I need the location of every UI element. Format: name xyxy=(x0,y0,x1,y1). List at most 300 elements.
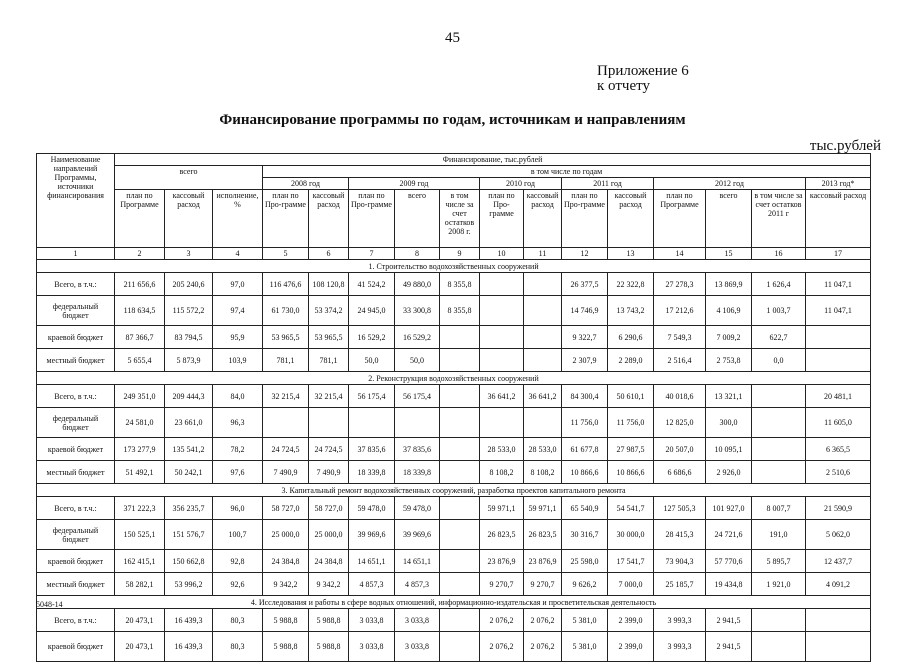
table-cell: 7 490,9 xyxy=(309,461,349,484)
table-cell: 53 996,2 xyxy=(165,573,213,596)
table-cell: 96,0 xyxy=(213,497,263,520)
table-cell xyxy=(440,349,480,372)
column-number: 8 xyxy=(395,248,440,260)
table-cell: 61 677,8 xyxy=(562,438,608,461)
table-cell: 28 533,0 xyxy=(480,438,524,461)
header-by-year: в том числе по годам xyxy=(263,166,871,178)
row-label: местный бюджет xyxy=(37,461,115,484)
table-cell: 3 033,8 xyxy=(349,632,395,662)
table-cell: 25 000,0 xyxy=(263,520,309,550)
units-label: тыс.рублей xyxy=(809,138,881,154)
table-cell: 9 342,2 xyxy=(263,573,309,596)
column-number: 5 xyxy=(263,248,309,260)
table-cell: 5 988,8 xyxy=(309,632,349,662)
table-cell: 108 120,8 xyxy=(309,273,349,296)
table-cell: 24 724,5 xyxy=(263,438,309,461)
header-total-plan: план по Программе xyxy=(115,190,165,248)
header-2009-plan: план по Про-грамме xyxy=(349,190,395,248)
table-cell: 10 095,1 xyxy=(706,438,752,461)
table-cell: 8 108,2 xyxy=(524,461,562,484)
table-cell: 13 743,2 xyxy=(608,296,654,326)
table-cell: 61 730,0 xyxy=(263,296,309,326)
table-cell xyxy=(440,326,480,349)
header-2011-cash: кассовый расход xyxy=(608,190,654,248)
table-cell: 8 108,2 xyxy=(480,461,524,484)
table-cell: 11 756,0 xyxy=(562,408,608,438)
appendix-caption xyxy=(597,64,689,94)
section-title: 4. Исследования и работы в сфере водных отношений, информационно-издательская и просветительская деятельность xyxy=(37,596,871,609)
header-2008-plan: план по Про-грамме xyxy=(263,190,309,248)
table-cell: 1 921,0 xyxy=(752,573,806,596)
column-number: 6 xyxy=(309,248,349,260)
table-cell xyxy=(440,573,480,596)
column-number: 15 xyxy=(706,248,752,260)
section-row xyxy=(37,260,871,273)
column-number: 3 xyxy=(165,248,213,260)
column-number: 2 xyxy=(115,248,165,260)
table-cell: 101 927,0 xyxy=(706,497,752,520)
header-year-2013: 2013 год* xyxy=(806,178,871,190)
table-cell: 80,3 xyxy=(213,609,263,632)
table-cell: 209 444,3 xyxy=(165,385,213,408)
table-cell: 151 576,7 xyxy=(165,520,213,550)
table-cell: 5 062,0 xyxy=(806,520,871,550)
table-cell xyxy=(752,461,806,484)
document-title: Финансирование программы по годам, источникам и направлениям xyxy=(219,112,686,128)
header-2010-plan: план по Про-грамме xyxy=(480,190,524,248)
row-label: Всего, в т.ч.: xyxy=(37,497,115,520)
page-number: 45 xyxy=(445,30,460,46)
appendix-line-1: Приложение 6 xyxy=(597,63,689,79)
column-number: 13 xyxy=(608,248,654,260)
row-label: Всего, в т.ч.: xyxy=(37,609,115,632)
table-cell: 20 507,0 xyxy=(654,438,706,461)
table-cell: 96,3 xyxy=(213,408,263,438)
table-cell: 5 988,8 xyxy=(263,609,309,632)
table-cell: 40 018,6 xyxy=(654,385,706,408)
table-cell: 50,0 xyxy=(349,349,395,372)
table-cell: 2 076,2 xyxy=(524,632,562,662)
column-number: 9 xyxy=(440,248,480,260)
table-cell: 17 541,7 xyxy=(608,550,654,573)
table-cell: 150 525,1 xyxy=(115,520,165,550)
header-2012-cash-total: всего xyxy=(706,190,752,248)
table-cell: 30 316,7 xyxy=(562,520,608,550)
table-cell: 7 490,9 xyxy=(263,461,309,484)
table-row xyxy=(37,438,871,461)
table-cell: 22 322,8 xyxy=(608,273,654,296)
table-cell: 173 277,9 xyxy=(115,438,165,461)
table-cell: 9 626,2 xyxy=(562,573,608,596)
table-cell xyxy=(480,273,524,296)
table-cell: 25 185,7 xyxy=(654,573,706,596)
table-cell: 65 540,9 xyxy=(562,497,608,520)
table-cell xyxy=(752,438,806,461)
table-cell: 20 473,1 xyxy=(115,632,165,662)
table-cell: 162 415,1 xyxy=(115,550,165,573)
table-cell: 80,3 xyxy=(213,632,263,662)
row-label: местный бюджет xyxy=(37,573,115,596)
table-cell: 135 541,2 xyxy=(165,438,213,461)
table-cell: 11 047,1 xyxy=(806,273,871,296)
column-number: 16 xyxy=(752,248,806,260)
table-cell: 2 510,6 xyxy=(806,461,871,484)
table-cell xyxy=(480,296,524,326)
table-cell: 49 880,0 xyxy=(395,273,440,296)
table-cell: 50 242,1 xyxy=(165,461,213,484)
table-cell: 16 529,2 xyxy=(349,326,395,349)
section-row xyxy=(37,484,871,497)
table-cell: 33 300,8 xyxy=(395,296,440,326)
table-cell: 78,2 xyxy=(213,438,263,461)
table-cell: 27 987,5 xyxy=(608,438,654,461)
table-cell: 41 524,2 xyxy=(349,273,395,296)
table-cell: 30 000,0 xyxy=(608,520,654,550)
table-cell: 205 240,6 xyxy=(165,273,213,296)
header-2012-plan: план по Программе xyxy=(654,190,706,248)
table-cell: 83 794,5 xyxy=(165,326,213,349)
table-cell: 36 641,2 xyxy=(524,385,562,408)
table-cell: 6 290,6 xyxy=(608,326,654,349)
table-cell: 3 033,8 xyxy=(395,632,440,662)
table-cell: 32 215,4 xyxy=(309,385,349,408)
table-cell: 1 003,7 xyxy=(752,296,806,326)
table-row xyxy=(37,349,871,372)
table-cell: 2 926,0 xyxy=(706,461,752,484)
table-cell: 37 835,6 xyxy=(395,438,440,461)
table-cell: 10 866,6 xyxy=(608,461,654,484)
table-cell: 32 215,4 xyxy=(263,385,309,408)
header-2013-cash: кассовый расход xyxy=(806,190,871,248)
table-cell: 100,7 xyxy=(213,520,263,550)
table-cell: 371 222,3 xyxy=(115,497,165,520)
table-cell xyxy=(480,326,524,349)
table-cell: 28 415,3 xyxy=(654,520,706,550)
table-cell: 4 857,3 xyxy=(349,573,395,596)
table-cell: 7 549,3 xyxy=(654,326,706,349)
table-row xyxy=(37,385,871,408)
row-label: краевой бюджет xyxy=(37,632,115,662)
table-cell: 57 770,6 xyxy=(706,550,752,573)
table-cell: 4 857,3 xyxy=(395,573,440,596)
table-cell: 92,8 xyxy=(213,550,263,573)
table-cell xyxy=(440,550,480,573)
table-cell: 59 971,1 xyxy=(480,497,524,520)
table-cell: 3 993,3 xyxy=(654,632,706,662)
column-number: 10 xyxy=(480,248,524,260)
table-cell: 59 478,0 xyxy=(349,497,395,520)
table-cell: 2 516,4 xyxy=(654,349,706,372)
table-cell: 14 651,1 xyxy=(349,550,395,573)
section-title: 3. Капитальный ремонт водохозяйственных сооружений, разработка проектов капитального ремонта xyxy=(37,484,871,497)
table-cell: 58 282,1 xyxy=(115,573,165,596)
table-cell xyxy=(440,497,480,520)
table-cell xyxy=(524,273,562,296)
table-cell: 356 235,7 xyxy=(165,497,213,520)
header-year-2008: 2008 год xyxy=(263,178,349,190)
table-cell: 92,6 xyxy=(213,573,263,596)
row-label: краевой бюджет xyxy=(37,438,115,461)
table-cell: 97,4 xyxy=(213,296,263,326)
header-total-cash: кассовый расход xyxy=(165,190,213,248)
table-cell xyxy=(263,408,309,438)
table-cell: 37 835,6 xyxy=(349,438,395,461)
header-name: Наименование направлений Программы, источники финансирования xyxy=(37,154,115,248)
table-row xyxy=(37,326,871,349)
header-2011-plan: план по Про-грамме xyxy=(562,190,608,248)
table-cell xyxy=(480,408,524,438)
header-2012-incl-2011: в том числе за счет остатков 2011 г xyxy=(752,190,806,248)
table-cell: 13 321,1 xyxy=(706,385,752,408)
table-cell xyxy=(480,349,524,372)
table-cell: 24 945,0 xyxy=(349,296,395,326)
header-2010-cash: кассовый расход xyxy=(524,190,562,248)
table-cell: 622,7 xyxy=(752,326,806,349)
table-row xyxy=(37,520,871,550)
table-cell: 23 876,9 xyxy=(524,550,562,573)
table-cell: 51 492,1 xyxy=(115,461,165,484)
table-cell: 24 384,8 xyxy=(309,550,349,573)
table-cell: 12 437,7 xyxy=(806,550,871,573)
column-number-row xyxy=(37,248,871,260)
row-label: федеральный бюджет xyxy=(37,520,115,550)
header-2008-cash: кассовый расход xyxy=(309,190,349,248)
table-cell xyxy=(752,408,806,438)
table-cell: 56 175,4 xyxy=(395,385,440,408)
table-cell: 54 541,7 xyxy=(608,497,654,520)
header-year-2012: 2012 год xyxy=(654,178,806,190)
table-cell: 21 590,9 xyxy=(806,497,871,520)
row-label: федеральный бюджет xyxy=(37,408,115,438)
table-cell: 26 823,5 xyxy=(524,520,562,550)
table-cell: 59 478,0 xyxy=(395,497,440,520)
row-label: краевой бюджет xyxy=(37,550,115,573)
table-cell xyxy=(524,349,562,372)
table-row xyxy=(37,632,871,662)
table-cell: 115 572,2 xyxy=(165,296,213,326)
table-cell: 249 351,0 xyxy=(115,385,165,408)
table-cell xyxy=(524,326,562,349)
column-number: 17 xyxy=(806,248,871,260)
appendix-line-2: к отчету xyxy=(597,78,650,94)
table-cell: 5 988,8 xyxy=(263,632,309,662)
column-number: 7 xyxy=(349,248,395,260)
table-cell: 16 439,3 xyxy=(165,632,213,662)
table-cell: 20 473,1 xyxy=(115,609,165,632)
table-cell: 18 339,8 xyxy=(349,461,395,484)
table-cell: 5 381,0 xyxy=(562,632,608,662)
table-cell: 2 399,0 xyxy=(608,609,654,632)
table-cell: 19 434,8 xyxy=(706,573,752,596)
header-financing: Финансирование, тыс.рублей xyxy=(115,154,871,166)
table-cell: 73 904,3 xyxy=(654,550,706,573)
table-row xyxy=(37,273,871,296)
table-cell: 24 721,6 xyxy=(706,520,752,550)
table-cell xyxy=(440,438,480,461)
table-cell: 8 355,8 xyxy=(440,296,480,326)
footer-code: 5048-14 xyxy=(36,600,63,609)
table-cell: 2 941,5 xyxy=(706,632,752,662)
table-cell: 11 756,0 xyxy=(608,408,654,438)
table-cell: 9 270,7 xyxy=(524,573,562,596)
table-cell: 97,0 xyxy=(213,273,263,296)
table-cell xyxy=(309,408,349,438)
table-cell xyxy=(440,385,480,408)
table-cell: 36 641,2 xyxy=(480,385,524,408)
table-cell: 59 971,1 xyxy=(524,497,562,520)
table-cell: 2 399,0 xyxy=(608,632,654,662)
table-cell: 6 365,5 xyxy=(806,438,871,461)
table-cell xyxy=(440,461,480,484)
table-cell: 8 007,7 xyxy=(752,497,806,520)
table-cell: 8 355,8 xyxy=(440,273,480,296)
table-cell: 26 823,5 xyxy=(480,520,524,550)
table-cell: 118 634,5 xyxy=(115,296,165,326)
table-cell: 5 988,8 xyxy=(309,609,349,632)
table-cell: 5 655,4 xyxy=(115,349,165,372)
table-cell: 50 610,1 xyxy=(608,385,654,408)
table-cell: 9 270,7 xyxy=(480,573,524,596)
table-cell: 23 661,0 xyxy=(165,408,213,438)
row-label: федеральный бюджет xyxy=(37,296,115,326)
table-cell: 39 969,6 xyxy=(349,520,395,550)
table-cell: 24 724,5 xyxy=(309,438,349,461)
section-title: 2. Реконструкция водохозяйственных сооружений xyxy=(37,372,871,385)
row-label: Всего, в т.ч.: xyxy=(37,385,115,408)
header-2009-incl-2008: в том числе за счет остатков 2008 г. xyxy=(440,190,480,248)
table-cell: 7 009,2 xyxy=(706,326,752,349)
table-cell: 116 476,6 xyxy=(263,273,309,296)
table-cell xyxy=(440,520,480,550)
table-cell: 2 076,2 xyxy=(480,609,524,632)
table-cell: 3 033,8 xyxy=(395,609,440,632)
table-row xyxy=(37,461,871,484)
table-cell: 14 746,9 xyxy=(562,296,608,326)
section-row xyxy=(37,596,871,609)
table-cell: 87 366,7 xyxy=(115,326,165,349)
table-cell xyxy=(349,408,395,438)
table-cell: 7 000,0 xyxy=(608,573,654,596)
table-cell: 10 866,6 xyxy=(562,461,608,484)
column-number: 4 xyxy=(213,248,263,260)
table-cell: 26 377,5 xyxy=(562,273,608,296)
table-row xyxy=(37,408,871,438)
table-cell xyxy=(806,632,871,662)
table-row xyxy=(37,573,871,596)
table-cell: 103,9 xyxy=(213,349,263,372)
table-cell: 27 278,3 xyxy=(654,273,706,296)
table-cell: 3 993,3 xyxy=(654,609,706,632)
table-cell xyxy=(806,326,871,349)
column-number: 1 xyxy=(37,248,115,260)
table-cell: 3 033,8 xyxy=(349,609,395,632)
table-cell: 781,1 xyxy=(263,349,309,372)
table-cell xyxy=(752,385,806,408)
table-cell: 24 581,0 xyxy=(115,408,165,438)
table-cell: 16 439,3 xyxy=(165,609,213,632)
table-cell: 53 374,2 xyxy=(309,296,349,326)
header-total-exec: исполнение, % xyxy=(213,190,263,248)
header-year-2009: 2009 год xyxy=(349,178,480,190)
column-number: 11 xyxy=(524,248,562,260)
table-cell: 95,9 xyxy=(213,326,263,349)
table-cell xyxy=(440,632,480,662)
table-cell: 50,0 xyxy=(395,349,440,372)
table-cell xyxy=(395,408,440,438)
table-cell: 13 869,9 xyxy=(706,273,752,296)
row-label: местный бюджет xyxy=(37,349,115,372)
row-label: Всего, в т.ч.: xyxy=(37,273,115,296)
table-cell: 25 598,0 xyxy=(562,550,608,573)
table-cell: 18 339,8 xyxy=(395,461,440,484)
table-cell: 9 322,7 xyxy=(562,326,608,349)
table-cell: 5 895,7 xyxy=(752,550,806,573)
column-number: 12 xyxy=(562,248,608,260)
header-year-2010: 2010 год xyxy=(480,178,562,190)
table-cell: 11 605,0 xyxy=(806,408,871,438)
table-cell: 4 091,2 xyxy=(806,573,871,596)
table-cell: 1 626,4 xyxy=(752,273,806,296)
table-cell: 12 825,0 xyxy=(654,408,706,438)
table-cell: 2 307,9 xyxy=(562,349,608,372)
table-cell: 53 965,5 xyxy=(309,326,349,349)
section-title: 1. Строительство водохозяйственных сооружений xyxy=(37,260,871,273)
table-row xyxy=(37,609,871,632)
table-row xyxy=(37,497,871,520)
table-cell: 84 300,4 xyxy=(562,385,608,408)
table-cell: 150 662,8 xyxy=(165,550,213,573)
table-cell: 56 175,4 xyxy=(349,385,395,408)
table-cell: 300,0 xyxy=(706,408,752,438)
table-cell xyxy=(752,632,806,662)
table-cell: 20 481,1 xyxy=(806,385,871,408)
row-label: краевой бюджет xyxy=(37,326,115,349)
table-cell: 2 289,0 xyxy=(608,349,654,372)
table-cell: 2 753,8 xyxy=(706,349,752,372)
table-body xyxy=(37,260,871,662)
table-cell: 23 876,9 xyxy=(480,550,524,573)
table-cell: 39 969,6 xyxy=(395,520,440,550)
table-cell: 191,0 xyxy=(752,520,806,550)
header-total: всего xyxy=(115,166,263,190)
table-cell: 211 656,6 xyxy=(115,273,165,296)
table-cell: 14 651,1 xyxy=(395,550,440,573)
table-cell: 0,0 xyxy=(752,349,806,372)
table-cell: 11 047,1 xyxy=(806,296,871,326)
table-cell: 5 873,9 xyxy=(165,349,213,372)
header-year-2011: 2011 год xyxy=(562,178,654,190)
table-cell xyxy=(524,408,562,438)
column-number: 14 xyxy=(654,248,706,260)
table-row xyxy=(37,550,871,573)
table-cell xyxy=(440,609,480,632)
table-cell xyxy=(806,609,871,632)
table-cell: 28 533,0 xyxy=(524,438,562,461)
table-cell: 2 076,2 xyxy=(524,609,562,632)
table-row xyxy=(37,296,871,326)
header-2009-cash-total: всего xyxy=(395,190,440,248)
table-cell: 53 965,5 xyxy=(263,326,309,349)
table-cell xyxy=(752,609,806,632)
table-cell: 4 106,9 xyxy=(706,296,752,326)
table-cell: 127 505,3 xyxy=(654,497,706,520)
table-cell xyxy=(524,296,562,326)
table-cell: 9 342,2 xyxy=(309,573,349,596)
table-cell: 2 076,2 xyxy=(480,632,524,662)
table-cell: 58 727,0 xyxy=(309,497,349,520)
table-cell: 6 686,6 xyxy=(654,461,706,484)
table-cell: 58 727,0 xyxy=(263,497,309,520)
